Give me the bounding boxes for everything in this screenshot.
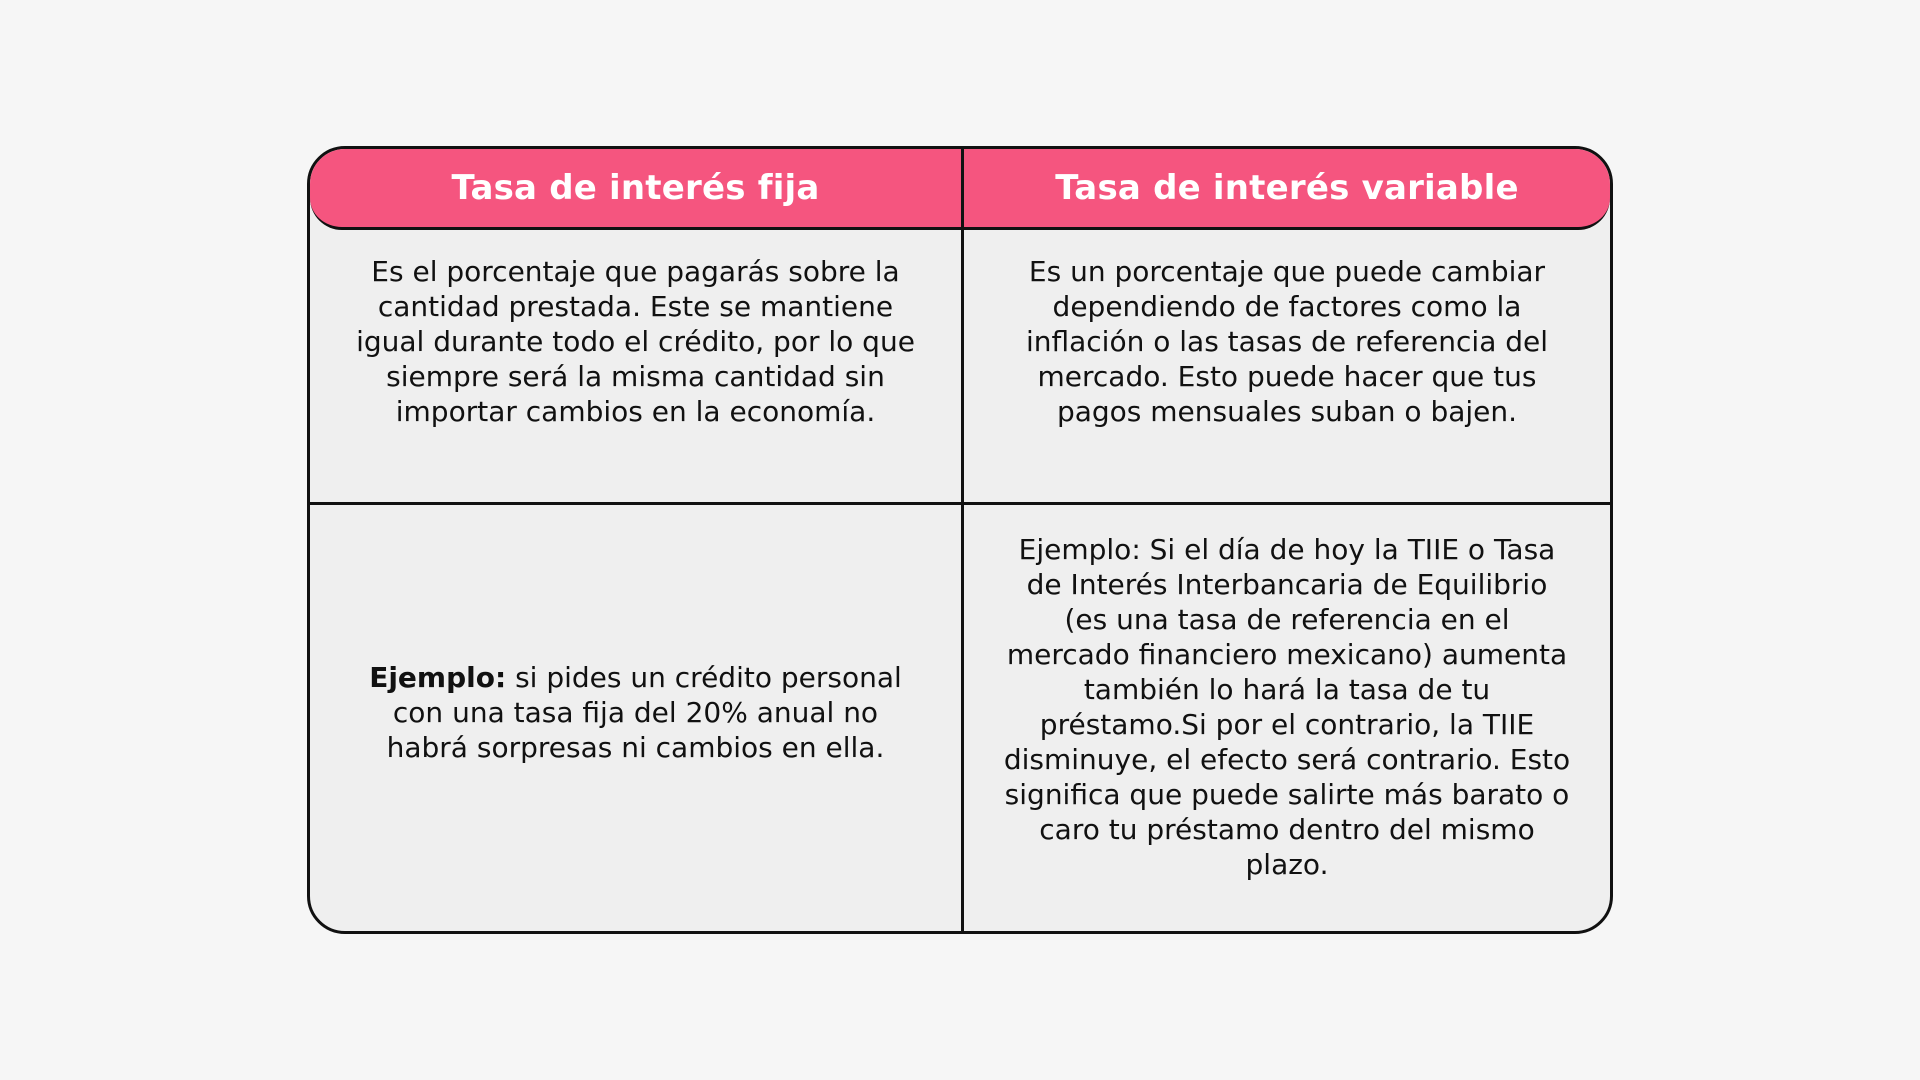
- fixed-definition-text: Es el porcentaje que pagarás sobre la cantidad prestada. Este se mantiene igual durante todo el crédito, por lo que siempre será la misma cantidad sin importar cambios en la economía.: [356, 254, 915, 428]
- cell-fixed-definition: [310, 230, 961, 502]
- header-variable-rate: Tasa de interés variable: [1055, 168, 1519, 208]
- table-header-row: [310, 149, 1610, 230]
- variable-definition-text: Es un porcentaje que puede cambiar dependiendo de factores como la inflación o las tasas de referencia del mercado. Esto puede hacer que tus pagos mensuales suban o bajen.: [1025, 254, 1549, 428]
- cell-fixed-example: [310, 505, 961, 931]
- fixed-example-text: si pides un crédito personal con una tasa fija del 20% anual no habrá sorpresas ni cambios en ella.: [386, 660, 902, 764]
- cell-variable-example: [964, 505, 1610, 931]
- fixed-example-paragraph: [360, 660, 911, 765]
- comparison-table: [307, 146, 1613, 934]
- cell-variable-definition: [964, 230, 1610, 502]
- variable-example-text: Ejemplo: Si el día de hoy la TIIE o Tasa de Interés Interbancaria de Equilibrio (es una tasa de referencia en el mercado financiero mexicano) aumenta también lo hará la tasa de tu préstamo.Si por el contrario, la TIIE disminuye, el efecto será contrario. Esto significa que puede salirte más barato o caro tu préstamo dentro del mismo plazo.: [1003, 533, 1571, 881]
- header-fixed-rate: Tasa de interés fija: [451, 168, 820, 208]
- fixed-example-label: Ejemplo:: [369, 660, 507, 694]
